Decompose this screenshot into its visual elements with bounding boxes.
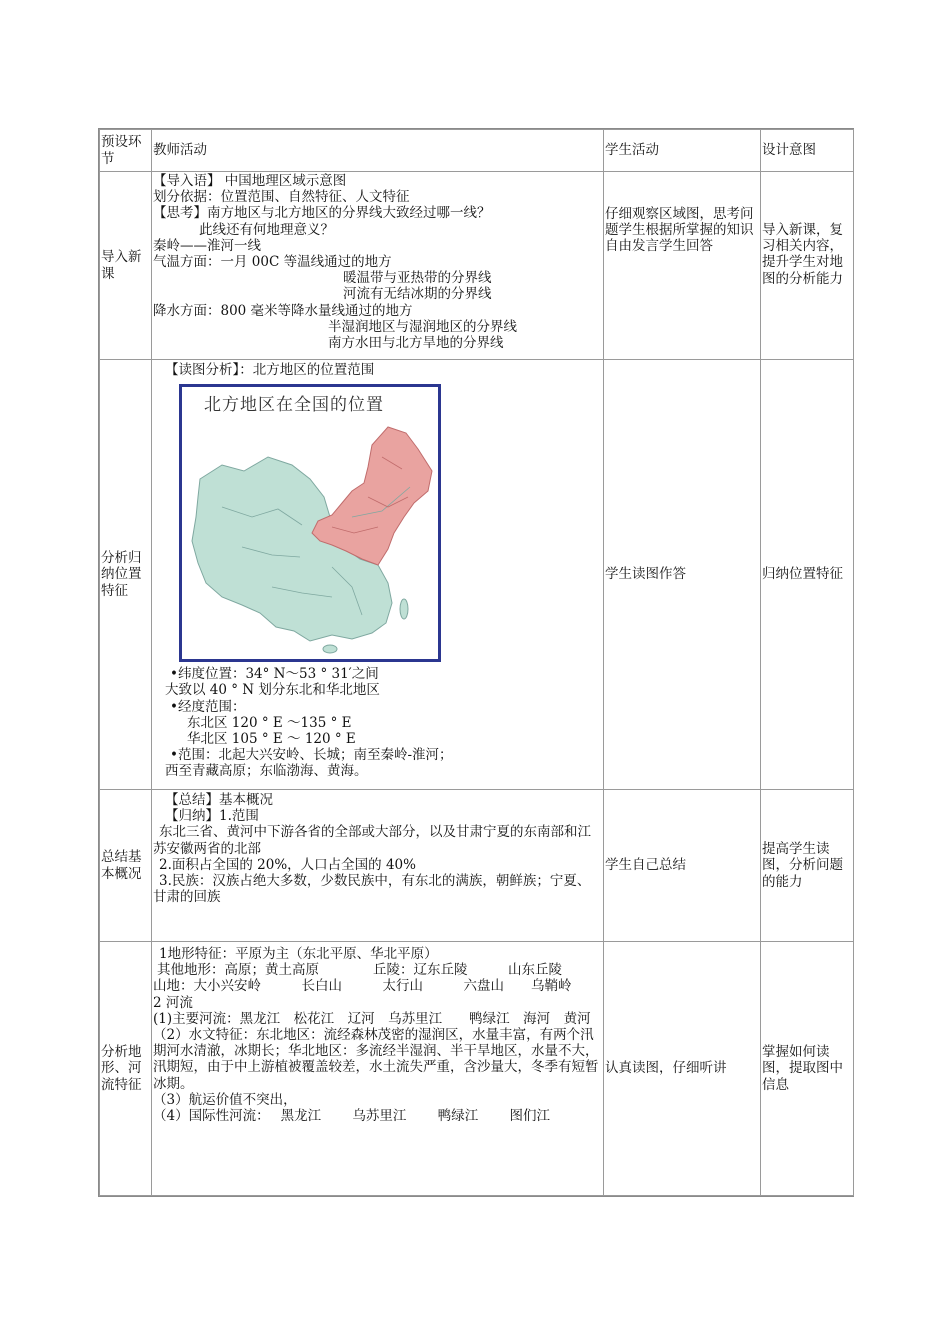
text-line: 河流有无结冰期的分界线 <box>343 286 492 303</box>
text-line: 划分依据：位置范围、自然特征、人文特征 <box>153 189 410 206</box>
text-line: 【总结】基本概况 <box>165 792 273 808</box>
text-line: 其他地形：高原；黄土高原 丘陵：辽东丘陵 山东丘陵 山地：大小兴安岭 长白山 太行山 六盘山 乌鞘岭 <box>153 962 603 995</box>
text-line: 东北区 120 ° E ～135 ° E <box>187 714 352 731</box>
text-line: •纬度位置：34° N～53 ° 31′之间 <box>170 666 379 683</box>
table-header-row <box>100 130 854 172</box>
student-activity-cell: 学生读图作答 <box>604 360 761 790</box>
teacher-activity-cell <box>152 942 604 1196</box>
design-intent-cell: 导入新课，复习相关内容，提升学生对地图的分析能力 <box>761 172 854 360</box>
text-line: 暖温带与亚热带的分界线 <box>343 270 492 287</box>
text-line: 秦岭——淮河一线 <box>153 237 261 254</box>
text-line: 西至青藏高原；东临渤海、黄海。 <box>165 763 368 780</box>
stage-cell: 分析地形、河流特征 <box>100 942 152 1196</box>
teacher-activity-cell <box>152 360 604 790</box>
design-intent-cell: 提高学生读图，分析问题的能力 <box>761 790 854 942</box>
text-line: 【读图分析】：北方地区的位置范围 <box>165 362 375 378</box>
text-line: 【思考】南方地区与北方地区的分界线大致经过哪一线？ <box>153 205 491 222</box>
student-activity-cell: 仔细观察区域图，思考问题学生根据所掌握的知识自由发言学生回答 <box>604 172 761 360</box>
student-activity-cell: 认真读图，仔细听讲 <box>604 942 761 1196</box>
teacher-activity-cell <box>152 790 604 942</box>
table-row <box>100 172 854 360</box>
table-row <box>100 942 854 1196</box>
map-title: 北方地区在全国的位置 <box>204 395 384 416</box>
text-line: 降水方面：800 毫米等降水量线通过的地方 <box>153 302 413 319</box>
text-line: (1)主要河流：黑龙江 松花江 辽河 乌苏里江 鸭绿江 海河 黄河 <box>153 1010 591 1027</box>
table-row <box>100 360 854 790</box>
text-line: 【导入语】 中国地理区域示意图 <box>153 173 347 189</box>
design-intent-cell: 掌握如何读图，提取图中信息 <box>761 942 854 1196</box>
text-line: 【归纳】1.范围 <box>165 808 259 825</box>
text-line: （4）国际性河流： 黑龙江 乌苏里江 鸭绿江 图们江 <box>153 1108 551 1125</box>
table-row <box>100 790 854 942</box>
design-intent-cell: 归纳位置特征 <box>761 360 854 790</box>
text-line: •范围：北起大兴安岭、长城；南至秦岭-淮河； <box>170 747 453 764</box>
china-map-graphic <box>182 387 438 659</box>
header-stage: 预设环节 <box>100 130 152 172</box>
taiwan-island <box>400 599 408 619</box>
north-region-map <box>179 384 441 662</box>
text-line: 南方水田与北方旱地的分界线 <box>328 335 504 352</box>
north-region-shape <box>312 427 432 565</box>
header-student: 学生活动 <box>604 130 761 172</box>
text-line: 3.民族：汉族占绝大多数，少数民族中，有东北的满族，朝鲜族；宁夏、甘肃的回族 <box>153 873 591 906</box>
stage-cell: 总结基本概况 <box>100 790 152 942</box>
text-line: 1地形特征：平原为主（东北平原、华北平原） <box>159 946 438 962</box>
text-line: 2.面积占全国的 20%，人口占全国的 40% <box>159 856 416 873</box>
text-line: 2 河流 <box>153 994 193 1011</box>
text-line: 东北三省、黄河中下游各省的全部或大部分，以及甘肃宁夏的东南部和江苏安徽两省的北部 <box>153 824 591 857</box>
lesson-plan-table <box>98 128 854 1197</box>
text-line: 半湿润地区与湿润地区的分界线 <box>328 318 517 335</box>
text-line: 气温方面：一月 00C 等温线通过的地方 <box>153 254 392 271</box>
text-line: 华北区 105 ° E ～ 120 ° E <box>187 731 356 748</box>
text-line: （3）航运价值不突出， <box>153 1091 297 1108</box>
text-line: （2）水文特征：东北地区：流经森林茂密的湿润区，水量丰富，有两个汛期河水清澈，冰期长；华北地区：多流经半湿润、半干旱地区，水量不大，汛期短，由于中上游植被覆盖较差，水土流失严重，含沙量大，冬季有短暂冰期。 <box>153 1027 599 1092</box>
text-line: •经度范围： <box>170 698 246 715</box>
stage-cell: 分析归纳位置特征 <box>100 360 152 790</box>
text-line: 大致以 40 ° N 划分东北和华北地区 <box>165 682 380 699</box>
header-teacher: 教师活动 <box>152 130 604 172</box>
header-intent: 设计意图 <box>761 130 854 172</box>
student-activity-cell: 学生自己总结 <box>604 790 761 942</box>
text-line: 此线还有何地理意义？ <box>199 221 334 238</box>
teacher-activity-cell <box>152 172 604 360</box>
hainan-island <box>323 645 337 653</box>
stage-cell: 导入新课 <box>100 172 152 360</box>
